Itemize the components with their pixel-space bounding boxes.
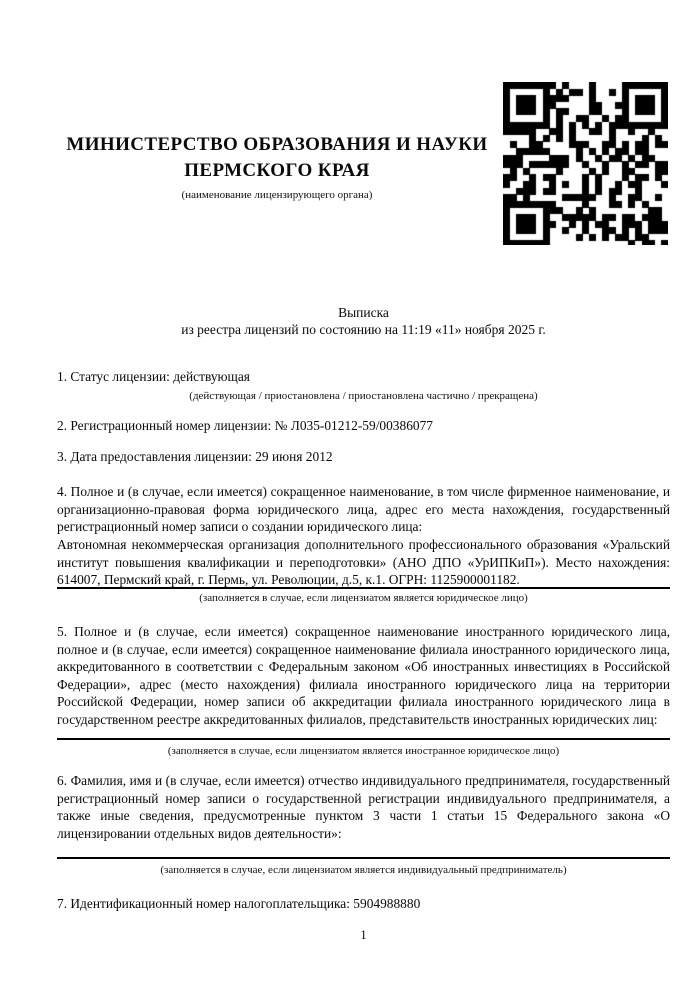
field-rule-foreign-entity [57,738,670,740]
page-number: 1 [360,928,367,942]
title-line1: Выписка [338,305,389,320]
item-legal-entity-value: Автономная некоммерческая организация дополнительного профессионального образования «Уральский институт повышения квалификации и переподготовки» (АНО ДПО «УрИПКиП»). Место нахождения: 614007, Пермский край, г. Пермь, ул. Революции, д.5, к.1. ОГРН: 1125900001182. [57,537,670,587]
item-license-grant-date: 3. Дата предоставления лицензии: 29 июня 2012 [57,449,333,464]
ministry-header [57,132,497,202]
item-entrepreneur-caption: (заполняется в случае, если лицензиатом является индивидуальный предприниматель) [160,864,567,876]
item-legal-entity-label: 4. Полное и (в случае, если имеется) сокращенное наименование, в том числе фирменное наименование, и организационно-правовая форма юридического лица, адрес его места нахождения, государственный регистрационный номер записи о создании юридического лица: [57,484,670,534]
field-rule-entrepreneur [57,857,670,859]
ministry-name-line2: ПЕРМСКОГО КРАЯ [184,160,370,181]
item-foreign-entity-caption: (заполняется в случае, если лицензиатом является иностранное юридическое лицо) [167,745,560,757]
item-legal-entity-caption: (заполняется в случае, если лицензиатом является юридическое лицо) [199,592,528,604]
document-title [57,305,670,338]
item-entrepreneur-label: 6. Фамилия, имя и (в случае, если имеется) отчество индивидуального предпринимателя, государственный регистрационный номер записи о государственной регистрации индивидуального предпринимателя, а также иные сведения, предусмотренные пунктом 3 части 1 статьи 15 Федерального закона «О лицензировании отдельных видов деятельности»: [57,773,670,841]
item-registration-number: 2. Регистрационный номер лицензии: № Л035-01212-59/00386077 [57,418,433,433]
item-taxpayer-id: 7. Идентификационный номер налогоплательщика: 5904988880 [57,896,421,911]
field-rule-legal-entity [57,587,670,589]
title-line2: из реестра лицензий по состоянию на 11:19 «11» ноября 2025 г. [181,321,546,337]
ministry-subtitle: (наименование лицензирующего органа) [181,189,373,201]
item-license-status-caption: (действующая / приостановлена / приостановлена частично / прекращена) [189,390,538,402]
item-foreign-entity-label: 5. Полное и (в случае, если имеется) сокращенное наименование иностранного юридического лица, полное и (в случае, если имеется) сокращенное наименование филиала иностранного юридического лица, аккредитованного в соответствии с Федеральным законом «Об иностранных инвестициях в Российской Федерации», адрес (место нахождения) филиала иностранного юридического лица на территории Российской Федерации, номер записи об аккредитации филиала иностранного юридического лица в государственном реестре аккредитованных филиалов, представительств иностранных юридических лиц: [57,624,670,727]
qr-code [503,82,668,245]
ministry-name-line1: МИНИСТЕРСТВО ОБРАЗОВАНИЯ И НАУКИ [66,134,488,155]
item-license-status: 1. Статус лицензии: действующая [57,369,250,384]
